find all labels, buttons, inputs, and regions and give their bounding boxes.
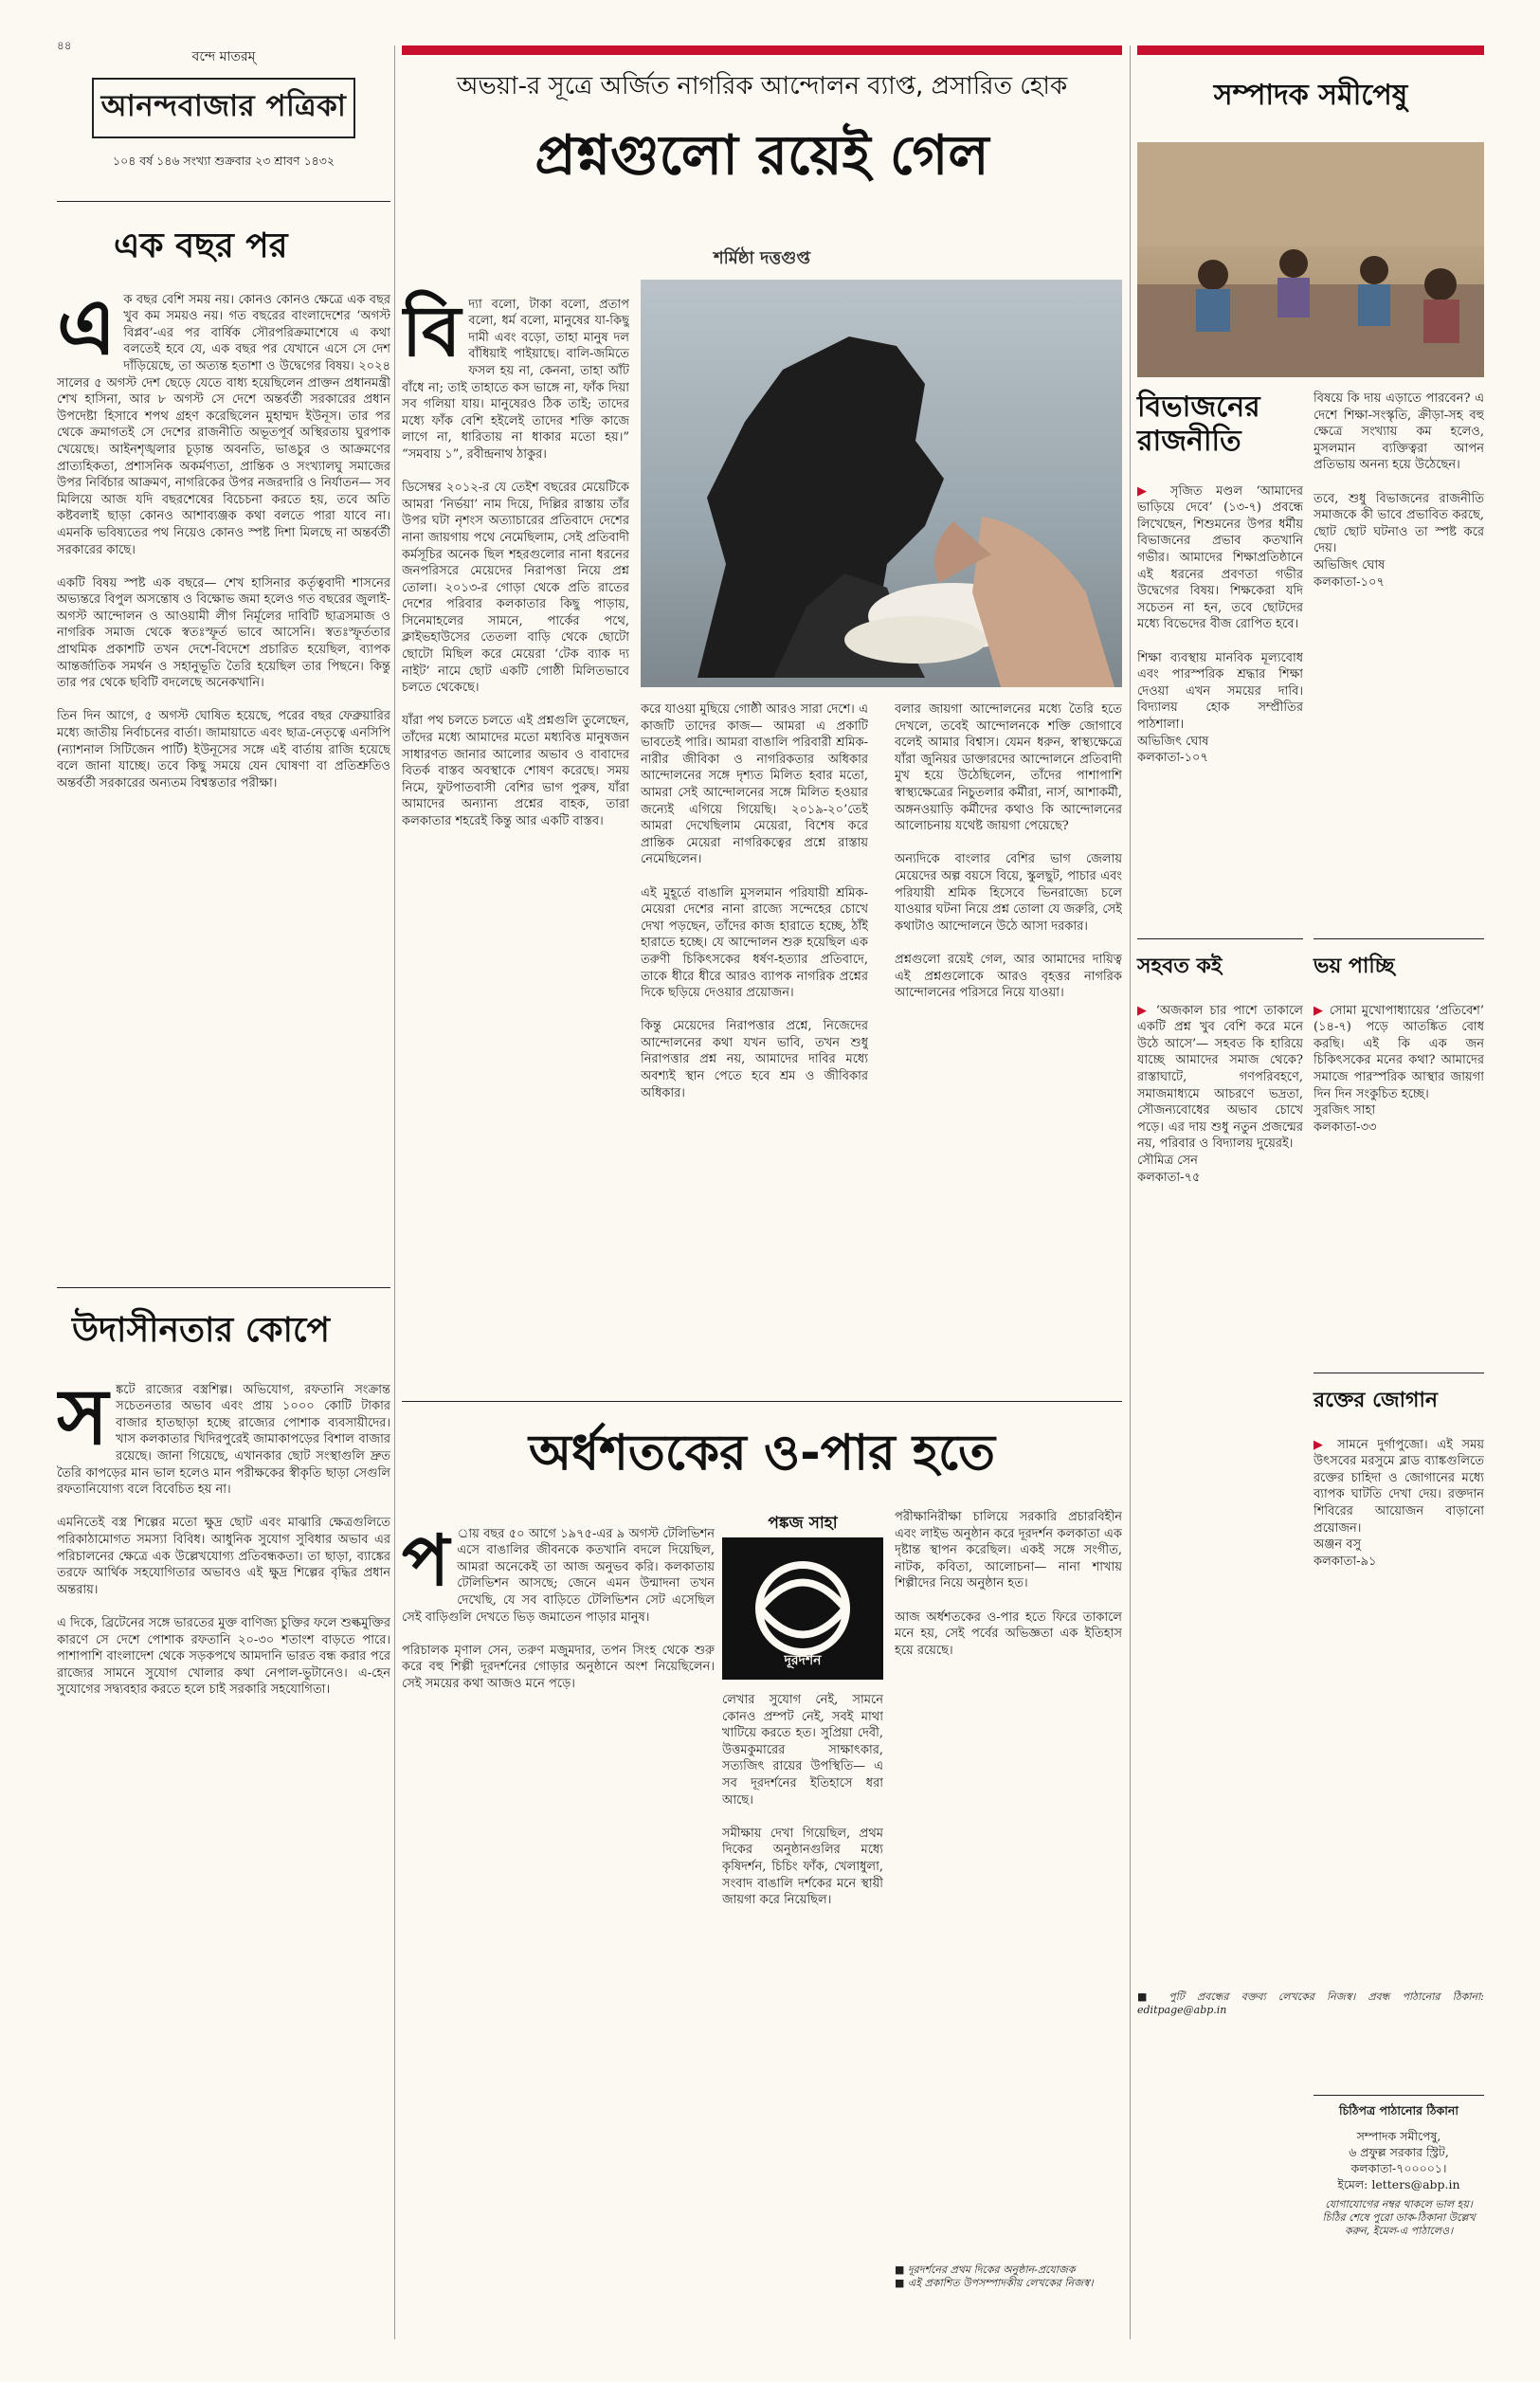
doordarshan-logo (722, 1537, 883, 1680)
letters-col2-body: বিষয়ে কি দায় এড়াতে পারবেন? এ দেশে শিক্ষা-সংস্কৃতি, ক্রীড়া-সহ বহু ক্ষেত্রে সংখ্যায় কম হলেও, মুসলমান ব্যক্তিত্বরা আপন প্রতিভায় অনন্য হয়ে উঠেছেন। তবে, শুধু বিভাজনের রাজনীতি সমাজকে কী ভাবে প্রভাবিত করছে, ছোট ছোট ঘটনাও তা স্পষ্ট করে দেয়। অভিজিৎ ঘোষ কলকাতা-১০৭ (1314, 391, 1484, 590)
main-red-bar (402, 45, 1122, 55)
column-separator (1130, 45, 1131, 2339)
letters-address-box (1314, 2095, 1484, 2333)
letter4-text: সামনে দুর্গাপুজো। এই সময় উৎসবের মরসুমে ব্লাড ব্যাঙ্কগুলিতে রক্তের চাহিদা ও জোগানের মধ্যে ব্যাপক ঘাটতি দেখা দেয়। রক্তদান শিবিরের আয়োজন বাড়ানো প্রয়োজন। অঞ্জন বসু কলকাতা-৯১ (1314, 1437, 1484, 1569)
masthead-issue-line: ১০৪ বর্ষ ১৪৬ সংখ্যা শুক্রবার ২৩ শ্রাবণ ১৪৩২ (112, 154, 335, 168)
doordarshan-logo-text: দূরদর্শন (784, 1653, 822, 1668)
divider (57, 201, 390, 202)
editorial1-dropcap: এ (57, 281, 117, 373)
main-byline: শর্মিষ্ঠা দত্তগুপ্ত (713, 248, 811, 268)
editorial2-body (57, 1365, 390, 2332)
feature2-byline: পঙ্কজ সাহা (768, 1514, 838, 1533)
main-col3: করে যাওয়া মুছিয়ে গোষ্ঠী আরও সারা দেশে। এ কাজটি তাদের কাজ— আমরা এ প্রকাটি ভাবতেই পারি। আমরা বাঙালি পরিবারী শ্রমিক-নারীর জীবিকা ও নাগরিকতার অধিকার আন্দোলনের সঙ্গে দৃশ্যত মিলিত হবার মতো, আমরা সেই আন্দোলনের সঙ্গে মিলিত হওয়ার জন্যেই এগিয়ে গিয়েছি। ২০১৯-২০’তেই আমরা দেখেছিলাম মেয়েরা, বিশেষ করে প্রান্তিক মেয়েরা নাগরিকত্বের প্রশ্নে রাস্তায় নেমেছিলেন। এই মুহূর্তে বাঙালি মুসলমান পরিযায়ী শ্রমিক-মেয়েরা দেশের নানা রাজ্যে সন্দেহের চোখে দেখা পড়ছেন, তাঁদের কাজ হারাতে হচ্ছে, ঠাঁই হারাতে হচ্ছে। যে আন্দোলন শুরু হয়েছিল এক তরুণী চিকিৎসকের ধর্ষণ-হত্যার প্রতিবাদে, তাকে ধীরে ধীরে আরও ব্যাপক নাগরিক প্রশ্নের দিকে ছড়িয়ে দেওয়ার প্রয়োজন। কিন্তু মেয়েদের নিরাপত্তার প্রশ্নে, নিজেদের আন্দোলনের কথা যখন ভাবি, তখন শুধু নিরাপত্তার প্রশ্ন নয়, আমাদের দাবির মধ্যে অবশ্যই স্থান পেতে হবে শ্রম ও জীবিকার অধিকার। (641, 702, 868, 1100)
editorial2-text: ঙ্কটে রাজ্যের বস্ত্রশিল্প। অভিযোগ, রফতানি সংক্রান্ত সচেতনতার অভাব এবং প্রায় ১০০০ কোটি টাকার বাজার হাতছাড়া হচ্ছে রাজ্যের পোশাক ব্যবসায়ীদের। খাস কলকাতার খিদিরপুরেই জামাকাপড়ের বিশাল বাজার রয়েছে। জানা গিয়েছে, এখানকার ছোট সংস্থাগুলি দ্রুত তৈরি কাপড়ের মান ভাল হলেও মান পরীক্ষকের স্বীকৃতি ছাড়া সেগুলি রফতানিযোগ্য বলে বিবেচিত হয় না। এমনিতেই বস্ত্র শিল্পের মতো ক্ষুদ্র ছোট এবং মাঝারি ক্ষেত্রগুলিতে পরিকাঠামোগত সমস্যা বিবিধ। আধুনিক সুযোগ সুবিধার অভাব এর পরিচালনের ক্ষেত্রে এক উল্লেখযোগ্য প্রতিবন্ধকতা। তা ছাড়া, ব্যাঙ্কের তরফে আর্থিক সহযোগিতার অভাবও এই ক্ষুদ্র শিল্পের বৃদ্ধির প্রধান অন্তরায়। এ দিকে, ব্রিটেনের সঙ্গে ভারতের মুক্ত বাণিজ্য চুক্তির ফলে শুল্কমুক্তির কারণে সে দেশে পোশাক রফতানি ২০-৩০ শতাংশ বাড়তে পারে। পাশাপাশি বাংলাদেশ থেকে সড়কপথে আমদানি ভারত বন্ধ করার পরে রাজ্যের সামনে সুযোগ খোলার কথা নেপাল-ভুটানেও। এ-হেন সুযোগের সদ্ব্যবহার করতে হলে চাই সরকারি সহযোগিতা। (57, 1382, 390, 1698)
letter3-text: সোমা মুখোপাধ্যায়ের ‘প্রতিবেশ’ (১৪-৭) পড়ে আতঙ্কিত বোধ করছি। এই কি এক জন চিকিৎসকের মনের কথা? আমাদের সমাজে পারস্পরিক আস্থার জায়গা দিন দিন সংকুচিত হচ্ছে। সুরজিৎ সাহা কলকাতা-৩৩ (1314, 1003, 1484, 1135)
main-headline: প্রশ্নগুলো রয়েই গেল (534, 122, 989, 188)
main-article-intro (402, 280, 629, 1204)
main-intro-text: দ্যা বলো, টাকা বলো, প্রতাপ বলো, ধর্ম বলো, মানুষের যা-কিছু দামী এবং বড়ো, তাহা মানুষ দল বাঁধিয়াই পাইয়াছে। বালি-জমিতে ফসল হয় না, কেননা, তাহা আঁট বাঁধে না; তাই তাহাতে কস ভাঙ্গে না, ফাঁক দিয়া সব গলিয়া যায়। মানুষেরও ঠিক তাই; তাদের মধ্যে ফাঁক বেশি হইলেই তাদের শক্তি কাজে লাগে না, ধারিতায় না ধাকার মতো হয়।” “সমবায় ১”, রবীন্দ্রনাথ ঠাকুর। ডিসেম্বর ২০১২-র যে তেইশ বছরের মেয়েটিকে আমরা ‘নির্ভয়া’ নাম দিয়ে, দিল্লির রাস্তায় তাঁর উপর ঘটা নৃশংস অত্যাচারের প্রতিবাদে দেশের নানা জায়গায় পথে নেমেছিলাম, সেই প্রতিবাদী কর্মসূচির অনেক ছিল শহরগুলোর নানা ধরনের জনপরিসরে মেয়েদের নিরাপত্তা নিয়ে প্রশ্ন তোলা। ২০১৩-র গোড়া থেকে প্রতি রাতের দেশের পরিবার কলকাতার কিছু পাড়ায়, সিনেমাহলের সামনে, পার্কের পথে, ক্লাইভহাউসের তেতলা বাড়ি থেকে ছোটো ছোটো মিছিল করে মেয়েরা ‘টেক ব্যাক দ্য নাইট’ নামে ছোট একটি গোষ্ঠী মিলিতভাবে চলতে থেকেছে। যাঁরা পথ চলতে চলতে এই প্রশ্নগুলি তুলেছেন, তাঁদের মধ্যে আমাদের মতো মধ্যবিত্ত মানুষজন সাধারণত জানার আলোর অভাব ও বাবাদের বিতর্ক বাস্তব অবস্থাকে শোষণ করেছে। সময় নিমে, ফুটপাতবাসী বেশির ভাগ পুরুষ, যাঁরা আমাদের অন্যান্য প্রশ্নের বাহক, তারা কলকাতার শহরেই কিন্তু আর একটি বাস্তব। (402, 297, 629, 828)
divider (57, 1287, 390, 1288)
editorial1-headline: এক বছর পর (114, 227, 288, 265)
masthead-title: আনন্দবাজার পত্রিকা (92, 78, 356, 138)
letter2-body: ▶ ‘অজকাল চার পাশে তাকালে একটি প্রশ্ন খুব বেশি করে মনে উঠে আসে’— সহবত কি হারিয়ে যাচ্ছে আমাদের সমাজ থেকে? রাস্তাঘাটে, গণপরিবহণে, সমাজমাধ্যমে আচরণে ভদ্রতা, সৌজন্যবোধের অভাব চোখে পড়ে। এর দায় শুধু নতুন প্রজন্মের নয়, পরিবার ও বিদ্যালয় দুয়েরই। সৌমিত্র সেন কলকাতা-৭৫ (1137, 1003, 1303, 1185)
editorial2-headline: উদাসীনতার কোপে (72, 1311, 330, 1350)
divider (1314, 938, 1484, 939)
feature2-footnote: ■ দূরদর্শনের প্রথম দিকের অনুষ্ঠান-প্রযোজক ■ এই প্রকাশিত উপসম্পাদকীয় লেখকের নিজস্ব। (895, 2264, 1094, 2289)
letter1-title: বিভাজনের রাজনীতি (1137, 391, 1260, 458)
address-note: যোগাযোগের নম্বর থাকলে ভাল হয়। চিঠির শেষে পুরো ডাক-ঠিকানা উল্লেখ করুন, ইমেল-এ পাঠালেও। (1322, 2198, 1476, 2237)
classroom-icon (1137, 142, 1484, 377)
main-tagline: অভয়া-র সূত্রে অর্জিত নাগরিক আন্দোলন ব্যাপ্ত, প্রসারিত হোক (456, 72, 1068, 100)
editorial1-text: ক বছর বেশি সময় নয়। কোনও কোনও ক্ষেত্রে এক বছর খুব কম সময়ও নয়। গত বছরের বাংলাদেশের ‘অগস্ট বিপ্লব’-এর পর বার্ষিক সৌরপরিক্রমাশেষে এ কথা বলতেই হবে যে, এক বছর পর যেখানে এসে সে দেশ দাঁড়িয়েছে, তা অত্যন্ত হতাশা ও উদ্বেগের বিষয়। ২০২৪ সালের ৫ অগস্ট দেশ ছেড়ে যেতে বাধ্য হয়েছিলেন প্রাক্তন প্রধানমন্ত্রী শেখ হাসিনা, আর ৮ অগস্ট সে দেশে অন্তর্বর্তী সরকারের প্রধান উপদেষ্টা হিসাবে শপথ গ্রহণ করেছিলেন মুহাম্মদ ইউনূস। তার পর থেকে ক্রমাগতই সে দেশের রাজনীতি অভূতপূর্ব অস্থিরতায় ঘুরপাক খেয়েছে। আইনশৃঙ্খলার চূড়ান্ত অবনতি, ভাঙচুর ও আক্রমণের প্রাত্যহিকতা, প্রশাসনিক অকর্মণ্যতা, প্রান্তিক ও সংখ্যালঘু সমাজের উপর নির্বিচার আক্রমণ, নাগরিকের উপর নজরদারি ও নির্যাতন— সব মিলিয়ে আজ যদি বছরশেষের বিচেচনা করতে হয়, তবে অতি কষ্টবলাই ছাড়া কোনও আশাব্যঞ্জক কথা বলতে পারা যাবে না। এমনকি ভবিষ্যতের পথ নিয়েও কোনও স্পষ্ট দিশা মিলছে না অন্তর্বর্তী সরকারের কাছে। একটি বিষয় স্পষ্ট এক বছরে— শেখ হাসিনার কর্তৃত্ববাদী শাসনের অভ্যন্তরে বিপুল অসন্তোষ ও বিক্ষোভ জমা হলেও গত বছরের জুলাই-অগস্ট আন্দোলন ও আওয়ামী লীগ নির্মূলের দাবিটি ছাত্রসমাজ ও নাগরিক সমাজ থেকে স্বতঃস্ফূর্ত ভাবে আসেনি। স্বতঃস্ফূর্ততার প্রাথমিক প্রকাশটি তখন দেশে-বিদেশে প্রচারিত হয়েছিল, ব্যাপক আন্তর্জাতিক সমর্থন ও সহানুভূতি তৈরি হয়েছিল তার পিছনে। কিন্তু তার পর থেকে ছবিটি বদলেছে অনেকখানি। তিন দিন আগে, ৫ অগস্ট ঘোষিত হয়েছে, পরের বছর ফেব্রুয়ারির মধ্যে জাতীয় নির্বাচনের বার্তা। জামায়াতে এবং ছাত্র-নেতৃত্বে এনসিপি (ন্যাশনাল সিটিজেন পার্টি) ইউনূসের সঙ্গে এই বার্তায় রাজি হয়েছে বলে জানা যাচ্ছে। তবে কিছু সময়ে যেন ঘোষণা বা প্রতিশ্রুতিও অন্তর্বর্তী সরকারের অন্যতম বিশ্বস্ততার পরীক্ষা। (57, 292, 390, 791)
letters-photo (1137, 142, 1484, 377)
address-text: সম্পাদক সমীপেষু, ৬ প্রফুল্ল সরকার স্ট্রিট, কলকাতা-৭০০০০১। ইমেল: letters@abp.in (1337, 2129, 1460, 2191)
letters-section-title: সম্পাদক সমীপেষু (1213, 79, 1408, 112)
feature2-col3: পরীক্ষানিরীক্ষা চালিয়ে সরকারি প্রচারবিহীন এবং লাইভ অনুষ্ঠান করে দূরদর্শন কলকাতা এক দৃষ্টান্ত স্থাপন করেছিল। একই সঙ্গে সংগীত, নাটক, কবিতা, আলোচনা— নানা শাখায় শিল্পীদের নিয়ে অনুষ্ঠান হত। আজ অর্ধশতকের ও-পার হতে ফিরে তাকালে মনে হয়, সেই পর্বের অভিজ্ঞতা এক ইতিহাস হয়ে রয়েছে। (895, 1510, 1122, 1658)
column-separator (394, 45, 395, 2339)
divider (402, 1401, 1122, 1402)
page-number: ৪৪ (57, 39, 72, 52)
main-dropcap: বি (402, 290, 462, 373)
address-title: চিঠিপত্র পাঠানোর ঠিকানা (1338, 2103, 1459, 2118)
masthead (57, 45, 390, 173)
letter3-body: ▶ সোমা মুখোপাধ্যায়ের ‘প্রতিবেশ’ (১৪-৭) পড়ে আতঙ্কিত বোধ করছি। এই কি এক জন চিকিৎসকের মনের কথা? আমাদের সমাজে পারস্পরিক আস্থার জায়গা দিন দিন সংকুচিত হচ্ছে। সুরজিৎ সাহা কলকাতা-৩৩ (1314, 1003, 1484, 1135)
letter4-body: ▶ সামনে দুর্গাপুজো। এই সময় উৎসবের মরসুমে ব্লাড ব্যাঙ্কগুলিতে রক্তের চাহিদা ও জোগানের মধ্যে ব্যাপক ঘাটতি দেখা দেয়। রক্তদান শিবিরের আয়োজন বাড়ানো প্রয়োজন। অঞ্জন বসু কলকাতা-৯১ (1314, 1437, 1484, 1569)
letter4-title: রক্তের জোগান (1314, 1389, 1438, 1412)
letter1-body: ▶ সৃজিত মণ্ডল ‘আমাদের ভাড়িয়ে দেবে’ (১৩-৭) প্রবন্ধে লিখেছেন, শিশুমনের উপর ধর্মীয় বিভাজনের প্রভাব কতখানি গভীর। আমাদের শিক্ষাপ্রতিষ্ঠানে এই ধরনের প্রবণতা গভীর উদ্বেগের বিষয়। শিক্ষকেরা যদি সচেতন না হন, তবে ছোটদের মধ্যে বিভেদের বীজ রোপিত হবে। শিক্ষা ব্যবস্থায় মানবিক মূল্যবোধ এবং পারস্পরিক শ্রদ্ধার শিক্ষা দেওয়া এখন সময়ের দাবি। বিদ্যালয় হোক সম্প্রীতির পাঠশালা। অভিজিৎ ঘোষ কলকাতা-১০৭ (1137, 483, 1303, 766)
editorial1-body (57, 275, 390, 1270)
main-photo (641, 280, 1122, 687)
feature2-col2: লেখার সুযোগ নেই, সামনে কোনও প্রম্পট নেই, সবই মাথা খাটিয়ে করতে হত। সুপ্রিয়া দেবী, উত্তমকুমারের সাক্ষাৎকার, সত্যজিৎ রায়ের উপস্থিতি— এ সব দূরদর্শনের ইতিহাসে ধরা আছে। সমীক্ষায় দেখা গিয়েছিল, প্রথম দিকের অনুষ্ঠানগুলির মধ্যে কৃষিদর্শন, চিচিং ফাঁক, খেলাধুলা, সংবাদ বাঙালি দর্শকের মনে স্থায়ী জায়গা করে নিয়েছিল। (722, 1693, 883, 1908)
feature2-col1-text: ্রায় বছর ৫০ আগে ১৯৭৫-এর ৯ অগস্ট টেলিভিশন এসে বাঙালির জীবনকে কতখানি বদলে দিয়েছিল, আমরা অনেকেই তা আজ অনুভব করি। কলকাতায় টেলিভিশন আসছে; জেনে এমন উন্মাদনা তখন দেখেছি, যে সব বাড়িতে টেলিভিশন সেট এসেছিল সেই বাড়িগুলি দেখতে ভিড় জমাতেন পাড়ার মানুষ। পরিচালক মৃণাল সেন, তরুণ মজুমদার, তপন সিংহ থেকে শুরু করে বহু শিল্পী দূরদর্শনের গোড়ার অনুষ্ঠানে অংশ নিয়েছিলেন। সেই সময়ের কথা আজও মনে পড়ে। (402, 1526, 715, 1691)
masthead-motto: বন্দে মাতরম্ (191, 49, 256, 64)
letter2-title: সহবত কই (1137, 955, 1223, 978)
feature2-col1 (402, 1509, 715, 2324)
main-col4: বলার জায়গা আন্দোলনের মধ্যে তৈরি হতে দেখলে, তবেই আন্দোলনকে শক্তি জোগাবে বলেই আমার বিশ্বাস। যেমন ধরুন, স্বাস্থ্যক্ষেত্রে যাঁরা জুনিয়র ডাক্তারদের আন্দোলনে প্রতিবাদী মুখ হয়ে উঠেছিলেন, তাঁদের পাশাপাশি স্বাস্থ্যক্ষেত্রের নিচুতলার কর্মীরা, নার্স, আশাকর্মী, অঙ্গনওয়াড়ি কর্মীদের কথাও কি আন্দোলনের আলোচনায় যথেষ্ট জায়গা পেয়েছে? অন্যদিকে বাংলার বেশির ভাগ জেলায় মেয়েদের অল্প বয়সে বিয়ে, স্কুলছুট, পাচার এবং পরিযায়ী শ্রমিক হিসেবে ভিনরাজ্যে চলে যাওয়ার ঘটনা নিয়ে প্রশ্ন তোলা যে জরুরি, সেই কথাটাও আন্দোলনে উঠে আসা দরকার। প্রশ্নগুলো রয়েই গেল, আর আমাদের দায়িত্ব এই প্রশ্নগুলোকে আরও বৃহত্তর নাগরিক আন্দোলনের পরিসরে নিয়ে যাওয়া। (895, 702, 1122, 1001)
letter1-text: সৃজিত মণ্ডল ‘আমাদের ভাড়িয়ে দেবে’ (১৩-৭) প্রবন্ধে লিখেছেন, শিশুমনের উপর ধর্মীয় বিভাজনের প্রভাব কতখানি গভীর। আমাদের শিক্ষাপ্রতিষ্ঠানে এই ধরনের প্রবণতা গভীর উদ্বেগের বিষয়। শিক্ষকেরা যদি সচেতন না হন, তবে ছোটদের মধ্যে বিভেদের বীজ রোপিত হবে। শিক্ষা ব্যবস্থায় মানবিক মূল্যবোধ এবং পারস্পরিক শ্রদ্ধার শিক্ষা দেওয়া এখন সময়ের দাবি। বিদ্যালয় হোক সম্প্রীতির পাঠশালা। অভিজিৎ ঘোষ কলকাতা-১০৭ (1137, 483, 1303, 766)
divider (1137, 938, 1303, 939)
editorial2-dropcap: স (57, 1371, 109, 1463)
sculpture-icon (641, 280, 1122, 687)
feature2-dropcap: প (402, 1519, 450, 1602)
letter3-title: ভয় পাচ্ছি (1314, 955, 1395, 978)
letter2-text: ‘অজকাল চার পাশে তাকালে একটি প্রশ্ন খুব বেশি করে মনে উঠে আসে’— সহবত কি হারিয়ে যাচ্ছে আমাদের সমাজ থেকে? রাস্তাঘাটে, গণপরিবহণে, সমাজমাধ্যমে আচরণে ভদ্রতা, সৌজন্যবোধের অভাব চোখে পড়ে। এর দায় শুধু নতুন প্রজন্মের নয়, পরিবার ও বিদ্যালয় দুয়েরই। সৌমিত্র সেন কলকাতা-৭৫ (1137, 1003, 1303, 1185)
letters-red-bar (1137, 45, 1484, 55)
editpage-email-line: ■ পুটি প্রবন্ধের বক্তব্য লেখকের নিজস্ব। প্রবন্ধ পাঠানোর ঠিকানা: editpage@abp.in (1137, 1991, 1484, 2016)
feature2-headline: অর্ধশতকের ও-পার হতে (528, 1425, 996, 1482)
